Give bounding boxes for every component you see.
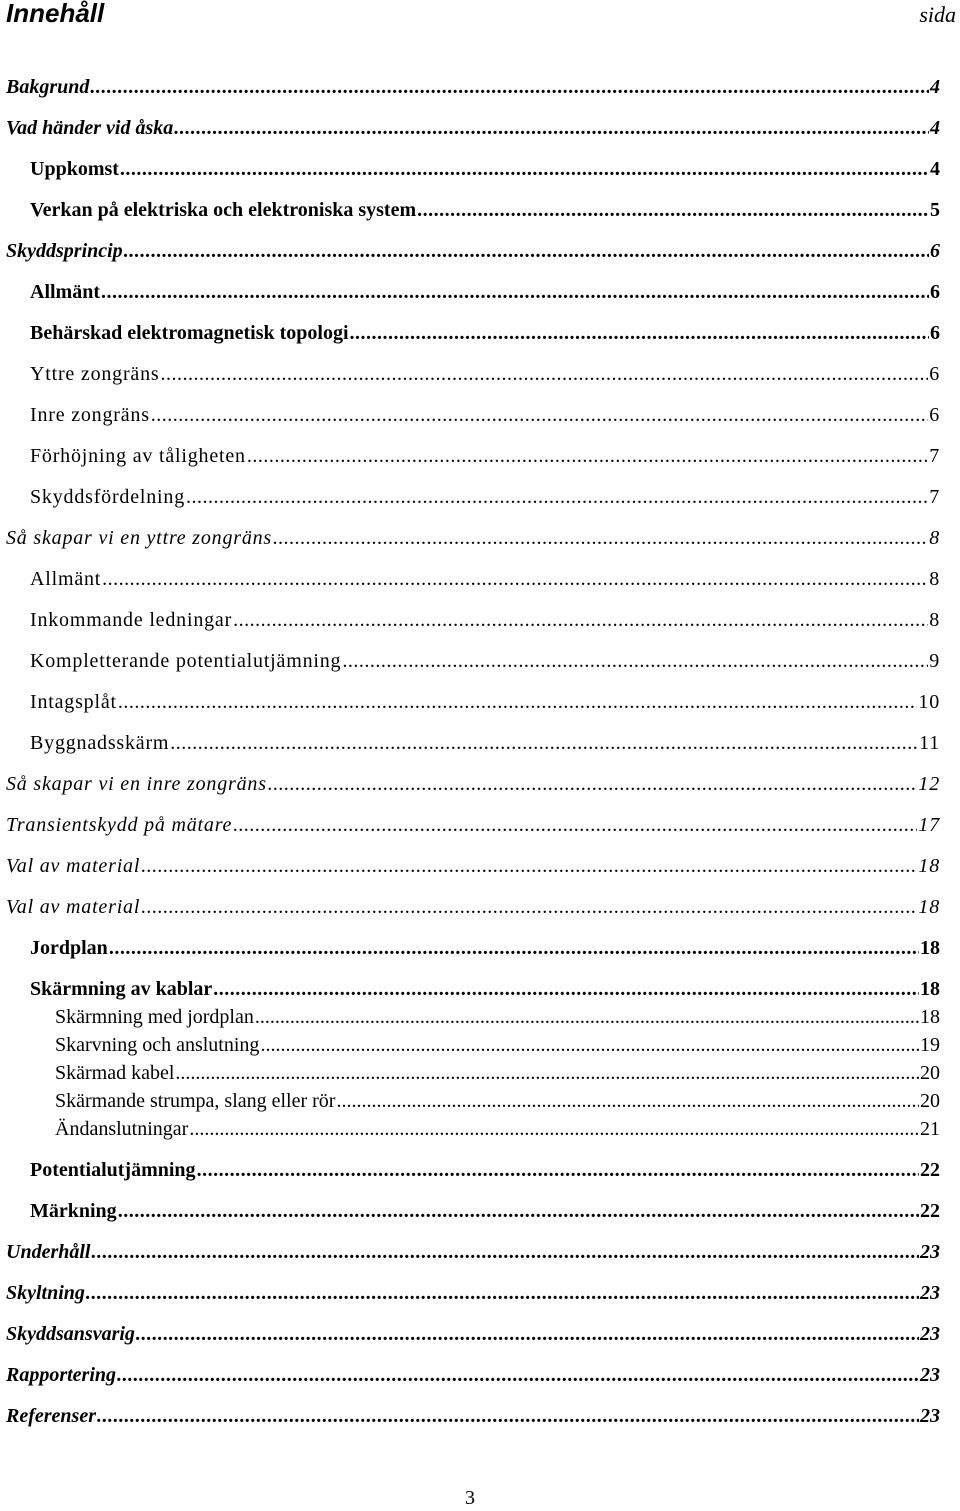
toc-entry-label: Jordplan (30, 937, 108, 959)
toc-entry[interactable] (55, 1034, 940, 1057)
toc-entry-label: Referenser (6, 1405, 96, 1427)
dot-leader (174, 117, 929, 140)
toc-entry-label: Potentialutjämning (30, 1159, 196, 1181)
toc-entry-page: 11 (919, 732, 940, 754)
dot-leader (124, 240, 929, 263)
toc-entry[interactable] (55, 1006, 940, 1029)
dot-leader (268, 773, 918, 796)
dot-leader (120, 158, 929, 181)
toc-entry[interactable] (6, 773, 940, 796)
dot-leader (233, 609, 928, 632)
toc-entry-page: 10 (918, 691, 940, 713)
toc-entry[interactable] (30, 1159, 940, 1182)
toc-entry-page: 18 (918, 896, 940, 918)
dot-leader (118, 1200, 919, 1223)
toc-entry-page: 5 (930, 199, 940, 221)
toc-entry-page: 6 (929, 404, 940, 426)
toc-entry-label: Verkan på elektriska och elektroniska system (30, 199, 417, 221)
dot-leader (136, 1323, 919, 1346)
toc-entry-label: Transientskydd på mätare (6, 814, 233, 836)
toc-entry[interactable] (6, 1323, 940, 1346)
toc-entry[interactable] (30, 322, 940, 345)
toc-entry-label: Inre zongräns (30, 404, 150, 426)
toc-entry-page: 4 (930, 117, 940, 139)
toc-entry-page: 21 (920, 1118, 940, 1140)
toc-entry-label: Val av material (6, 896, 141, 918)
toc-entry-page: 20 (920, 1090, 940, 1112)
toc-entry-label: Vad händer vid åska (6, 117, 174, 139)
toc-entry-label: Byggnadsskärm (30, 732, 170, 754)
toc-entry-label: Märkning (30, 1200, 117, 1222)
dot-leader (141, 855, 917, 878)
toc-entry-label: Ändanslutningar (55, 1118, 189, 1140)
toc-entry-label: Uppkomst (30, 158, 119, 180)
toc-entry-page: 9 (929, 650, 940, 672)
dot-leader (247, 445, 928, 468)
dot-leader (91, 1241, 919, 1264)
dot-leader (342, 650, 928, 673)
toc-entry[interactable] (30, 199, 940, 222)
dot-leader (101, 281, 929, 304)
toc-entry-label: Bakgrund (6, 76, 90, 98)
toc-entry[interactable] (55, 1118, 940, 1141)
dot-leader (350, 322, 929, 345)
toc-entry-page: 8 (929, 568, 940, 590)
dot-leader (336, 1090, 919, 1113)
toc-entry-page: 18 (920, 937, 940, 959)
toc-entry-label: Kompletterande potentialutjämning (30, 650, 342, 672)
page-title: Innehåll (6, 0, 105, 28)
toc-entry[interactable] (6, 1405, 940, 1428)
toc-entry-page: 23 (920, 1405, 940, 1427)
toc-entry-label: Skarvning och anslutning (55, 1034, 260, 1056)
dot-leader (417, 199, 929, 222)
dot-leader (141, 896, 917, 919)
toc-entry-page: 4 (930, 158, 940, 180)
page-number: 3 (465, 1487, 475, 1509)
toc-entry[interactable] (30, 650, 940, 673)
toc-entry-page: 22 (920, 1159, 940, 1181)
toc-entry-label: Inkommande ledningar (30, 609, 233, 631)
dot-leader (102, 568, 928, 591)
toc-entry[interactable] (6, 1241, 940, 1264)
toc-entry-label: Skyddsfördelning (30, 486, 186, 508)
toc-entry[interactable] (30, 732, 940, 755)
toc-entry-label: Yttre zongräns (30, 363, 160, 385)
toc-entry[interactable] (6, 76, 940, 99)
toc-entry-label: Underhåll (6, 1241, 91, 1263)
dot-leader (90, 76, 929, 99)
toc-entry-page: 23 (920, 1282, 940, 1304)
toc-entry[interactable] (6, 240, 940, 263)
toc-entry[interactable] (6, 1364, 940, 1387)
dot-leader (255, 1006, 919, 1029)
toc-entry-label: Så skapar vi en yttre zongräns (6, 527, 273, 549)
toc-entry[interactable] (55, 1090, 940, 1113)
toc-entry[interactable] (30, 609, 940, 632)
toc-entry-label: Allmänt (30, 281, 100, 303)
toc-entry[interactable] (6, 814, 940, 837)
toc-entry[interactable] (6, 896, 940, 919)
page-column-label: sida (919, 2, 956, 27)
toc-entry[interactable] (6, 527, 940, 550)
toc-entry-page: 23 (920, 1323, 940, 1345)
dot-leader (109, 937, 919, 960)
dot-leader (175, 1062, 919, 1085)
toc-entry[interactable] (30, 691, 940, 714)
toc-entry-label: Skärmning av kablar (30, 978, 213, 1000)
toc-entry-page: 6 (930, 322, 940, 344)
dot-leader (189, 1118, 919, 1141)
dot-leader (151, 404, 928, 427)
toc-entry[interactable] (30, 978, 940, 1001)
toc-entry[interactable] (6, 855, 940, 878)
toc-entry[interactable] (55, 1062, 940, 1085)
toc-entry-page: 7 (929, 445, 940, 467)
toc-entry[interactable] (30, 1200, 940, 1223)
toc-entry-label: Skyddsprincip (6, 240, 123, 262)
dot-leader (97, 1405, 919, 1428)
dot-leader (161, 363, 929, 386)
toc-entry[interactable] (30, 937, 940, 960)
toc-entry-page: 12 (918, 773, 940, 795)
toc-entry-label: Intagsplåt (30, 691, 117, 713)
toc-entry-page: 8 (929, 609, 940, 631)
toc-entry-label: Skärmande strumpa, slang eller rör (55, 1090, 336, 1112)
toc-entry-label: Skärmad kabel (55, 1062, 175, 1084)
toc-entry-page: 4 (930, 76, 940, 98)
toc-entry-page: 19 (920, 1034, 940, 1056)
toc-entry-page: 23 (920, 1364, 940, 1386)
toc-entry-label: Rapportering (6, 1364, 117, 1386)
dot-leader (118, 691, 918, 714)
toc-entry[interactable] (6, 1282, 940, 1305)
toc-entry-page: 18 (920, 1006, 940, 1028)
toc-entry-page: 20 (920, 1062, 940, 1084)
toc-entry-page: 7 (929, 486, 940, 508)
toc-entry-page: 22 (920, 1200, 940, 1222)
dot-leader (117, 1364, 919, 1387)
toc-entry[interactable] (30, 486, 940, 509)
toc-entry-label: Skärmning med jordplan (55, 1006, 254, 1028)
toc-entry-label: Allmänt (30, 568, 102, 590)
toc-entry-page: 18 (918, 855, 940, 877)
toc-entry-page: 6 (930, 240, 940, 262)
toc-entry-label: Skyltning (6, 1282, 85, 1304)
toc-entry-page: 6 (930, 281, 940, 303)
toc-entry-page: 23 (920, 1241, 940, 1263)
toc-entry[interactable] (30, 158, 940, 181)
toc-entry[interactable] (30, 568, 940, 591)
toc-entry[interactable] (30, 445, 940, 468)
toc-entry-page: 17 (918, 814, 940, 836)
toc-entry-label: Behärskad elektromagnetisk topologi (30, 322, 349, 344)
dot-leader (213, 978, 919, 1001)
toc-entry-label: Val av material (6, 855, 141, 877)
toc-entry-label: Så skapar vi en inre zongräns (6, 773, 267, 795)
dot-leader (170, 732, 918, 755)
dot-leader (197, 1159, 919, 1182)
toc-entry[interactable] (30, 404, 940, 427)
toc-entry[interactable] (30, 281, 940, 304)
toc-entry-page: 18 (920, 978, 940, 1000)
dot-leader (186, 486, 928, 509)
toc-entry-page: 6 (929, 363, 940, 385)
dot-leader (86, 1282, 919, 1305)
dot-leader (273, 527, 928, 550)
dot-leader (233, 814, 917, 837)
toc-entry-page: 8 (929, 527, 940, 549)
toc-entry[interactable] (6, 117, 940, 140)
toc-entry-label: Förhöjning av tåligheten (30, 445, 246, 467)
toc-entry-label: Skyddsansvarig (6, 1323, 135, 1345)
toc-entry[interactable] (30, 363, 940, 386)
dot-leader (260, 1034, 919, 1057)
